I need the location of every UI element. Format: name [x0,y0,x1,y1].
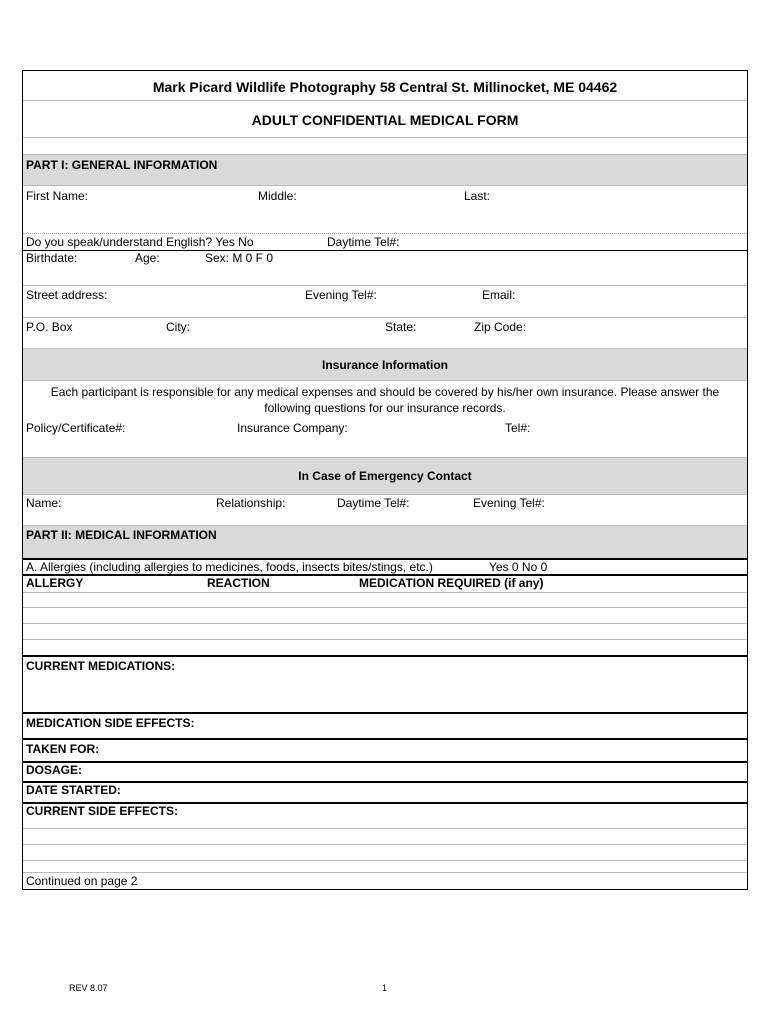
address-row[interactable] [23,318,747,349]
current-side-effects-label: CURRENT SIDE EFFECTS: [26,804,179,818]
insurance-note-row [23,381,747,417]
insurance-note-line1: Each participant is responsible for any medical expenses and should be covered by his/her own insurance. Please answer the [50,385,720,399]
side-effects-label: MEDICATION SIDE EFFECTS: [26,716,195,730]
company-heading: Mark Picard Wildlife Photography 58 Central St. Millinocket, ME 04462 [152,79,618,95]
medical-form [22,70,748,890]
allergy-columns-row [23,576,747,593]
emergency-evening-tel-label: Evening Tel#: [473,496,545,510]
age-label: Age: [135,251,160,265]
taken-for-label: TAKEN FOR: [26,742,100,756]
side-effects-blank-row[interactable] [23,829,747,845]
part1-heading: PART I: GENERAL INFORMATION [26,158,218,172]
street-address-label: Street address: [26,288,108,302]
insurance-tel-label: Tel#: [505,421,531,435]
first-name-label: First Name: [26,189,89,203]
english-question: Do you speak/understand English? Yes No [26,235,254,249]
side-effects-row[interactable] [23,714,747,740]
allergy-blank-row[interactable] [23,608,747,624]
insurance-heading: Insurance Information [321,358,449,372]
spacer-row [23,138,747,155]
sex-label: Sex: M 0 F 0 [205,251,274,265]
emergency-relationship-label: Relationship: [216,496,286,510]
continued-row [23,873,747,889]
insurance-company-label: Insurance Company: [237,421,348,435]
policy-label: Policy/Certificate#: [26,421,126,435]
dosage-label: DOSAGE: [26,763,83,777]
continued-note: Continued on page 2 [26,874,138,888]
current-medications-row[interactable] [23,657,747,714]
part1-heading-row [23,155,747,186]
dosage-row[interactable] [23,763,747,783]
street-row[interactable] [23,286,747,318]
birthdate-row[interactable] [23,251,747,286]
email-label: Email: [482,288,516,302]
insurance-note-line2: following questions for our insurance records. [264,401,506,415]
english-row[interactable] [23,234,747,251]
medication-column-header: MEDICATION REQUIRED (if any) [359,576,544,590]
side-effects-blank-row[interactable] [23,845,747,861]
header-company-row [23,71,747,101]
allergies-question: A. Allergies (including allergies to medicines, foods, insects bites/stings, etc.) [26,560,433,574]
middle-name-label: Middle: [258,189,297,203]
revision-label: REV 8.07 [69,983,108,993]
emergency-daytime-tel-label: Daytime Tel#: [337,496,410,510]
allergy-blank-row[interactable] [23,593,747,608]
part2-heading: PART II: MEDICAL INFORMATION [26,528,217,542]
side-effects-blank-row[interactable] [23,861,747,873]
allergies-yes-no: Yes 0 No 0 [489,560,548,574]
emergency-heading: In Case of Emergency Contact [298,469,472,483]
reaction-column-header: REACTION [207,576,270,590]
current-medications-label: CURRENT MEDICATIONS: [26,659,176,673]
policy-row[interactable] [23,417,747,458]
date-started-row[interactable] [23,783,747,804]
emergency-contact-row[interactable] [23,495,747,526]
part2-heading-row [23,526,747,560]
insurance-heading-row [23,349,747,381]
po-box-label: P.O. Box [26,320,73,334]
city-label: City: [166,320,190,334]
last-name-label: Last: [464,189,491,203]
emergency-heading-row [23,458,747,495]
page-number: 1 [382,983,388,993]
birthdate-label: Birthdate: [26,251,78,265]
state-label: State: [385,320,417,334]
form-title-row [23,101,747,138]
date-started-label: DATE STARTED: [26,783,121,797]
current-side-effects-row[interactable] [23,804,747,829]
zip-code-label: Zip Code: [474,320,527,334]
allergy-blank-row[interactable] [23,640,747,657]
evening-tel-label: Evening Tel#: [305,288,377,302]
form-title: ADULT CONFIDENTIAL MEDICAL FORM [251,112,519,128]
daytime-tel-label: Daytime Tel#: [327,235,400,249]
taken-for-row[interactable] [23,740,747,763]
emergency-name-label: Name: [26,496,62,510]
allergies-question-row[interactable] [23,560,747,576]
allergy-blank-row[interactable] [23,624,747,640]
name-row[interactable] [23,186,747,234]
allergy-column-header: ALLERGY [26,576,84,590]
